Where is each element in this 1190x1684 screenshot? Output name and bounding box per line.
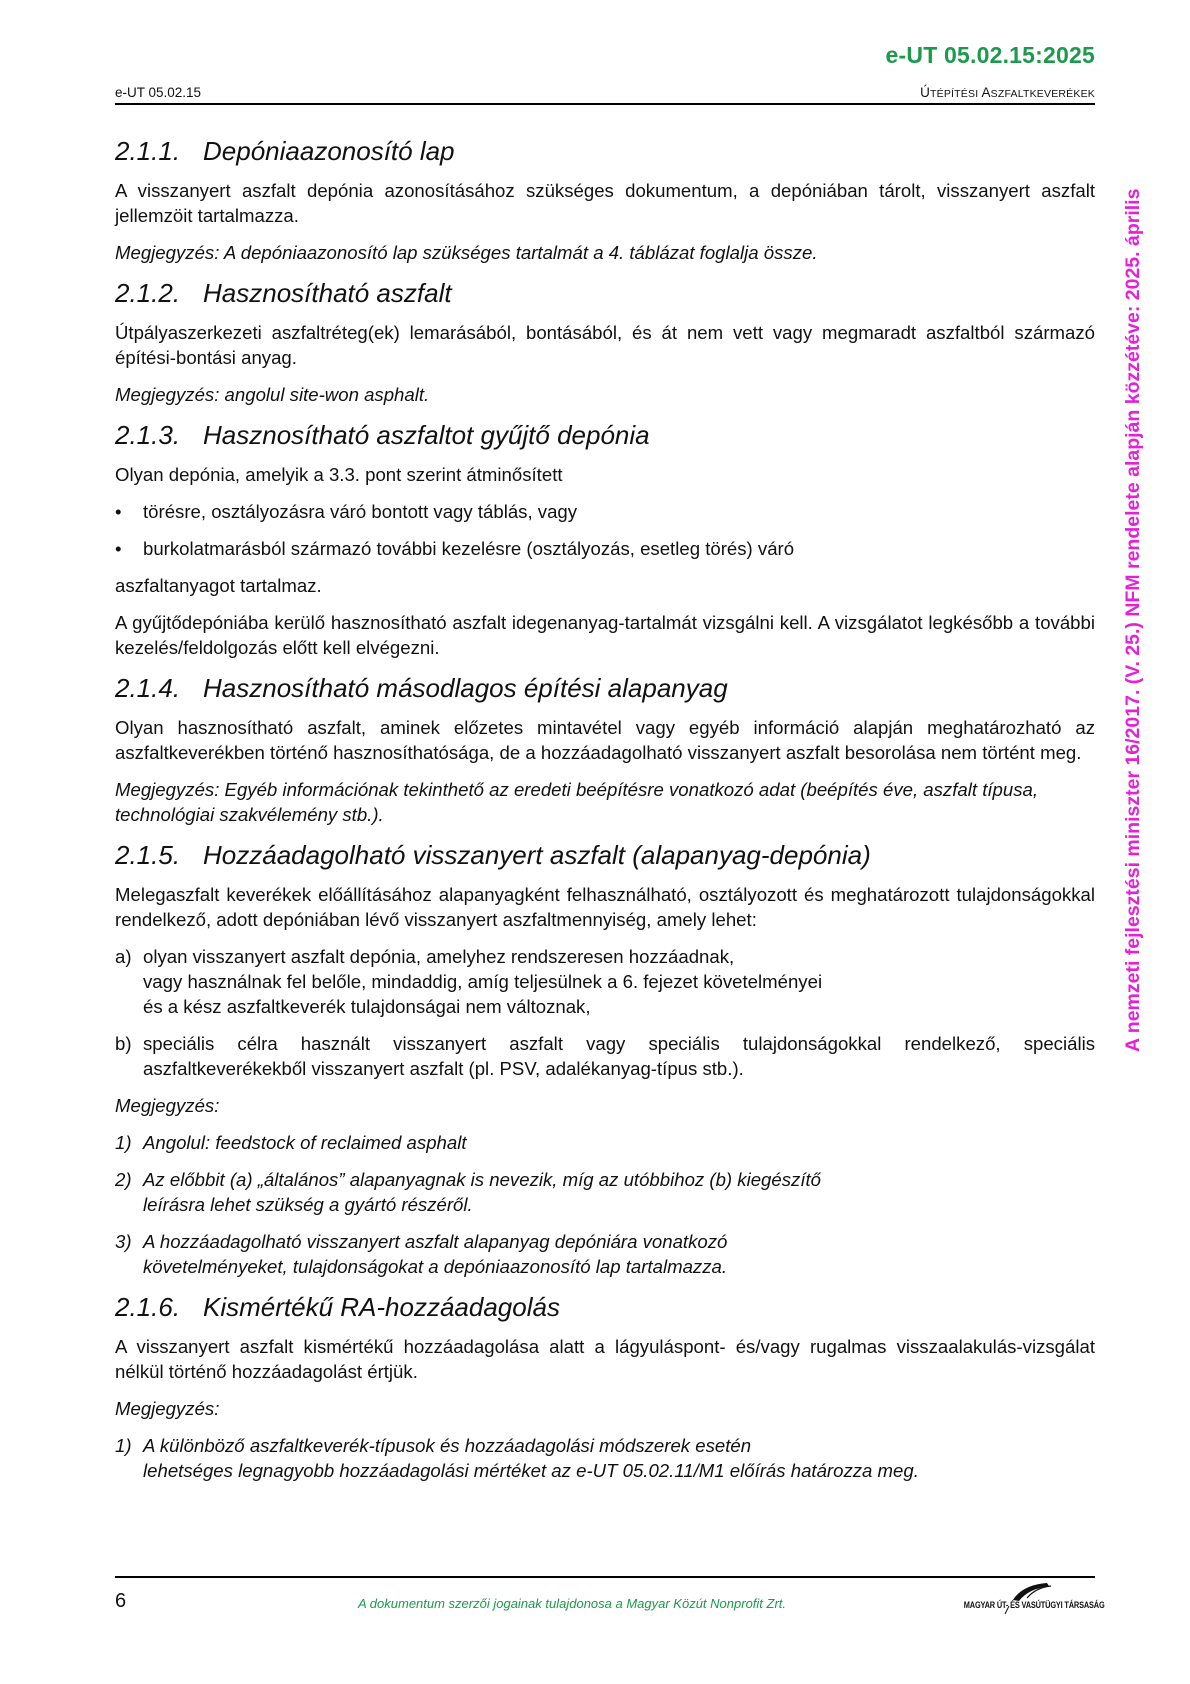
note-line: követelményeket, tulajdonságokat a depóniaazonosító lap tartalmazza. bbox=[143, 1256, 728, 1277]
list-marker: b) bbox=[115, 1033, 132, 1054]
page-number: 6 bbox=[115, 1590, 127, 1612]
section-title: Hasznosítható aszfaltot gyűjtő depónia bbox=[203, 420, 650, 450]
list-item bbox=[115, 1031, 1095, 1081]
note-item bbox=[115, 1167, 1095, 1217]
paragraph: A visszanyert aszfalt depónia azonosításához szükséges dokumentum, a depóniában tárolt, visszanyert aszfalt jellemzöit tartalmazza. bbox=[115, 180, 1095, 226]
section-number: 2.1.5. bbox=[115, 840, 181, 870]
section-number: 2.1.6. bbox=[115, 1292, 181, 1322]
note-item bbox=[115, 1433, 1095, 1483]
section-heading bbox=[115, 672, 1095, 704]
list-line: olyan visszanyert aszfalt depónia, amelyhez rendszeresen hozzáadnak, bbox=[143, 946, 735, 967]
road-swoosh-icon bbox=[935, 1580, 1105, 1616]
paragraph: A visszanyert aszfalt kismértékű hozzáadagolása alatt a lágyuláspont- és/vagy rugalmas visszaalakulás-vizsgálat nélkül történő hozzáadagolást értjük. bbox=[115, 1336, 1095, 1382]
section-heading bbox=[115, 839, 1095, 871]
note-item bbox=[115, 1229, 1095, 1279]
note-text bbox=[143, 1229, 727, 1279]
page-content bbox=[115, 135, 1095, 1495]
note: Megjegyzés: Egyéb információnak tekinthető az eredeti beépítésre vonatkozó adat (beépítés éve, aszfalt típusa, technológiai szakvélemény stb.). bbox=[115, 779, 1039, 825]
header-title-part: TÉPÍTÉSI bbox=[930, 88, 982, 100]
footer-divider bbox=[115, 1576, 1095, 1578]
note: Megjegyzés: A depóniaazonosító lap szükséges tartalmát a 4. táblázat foglalja össze. bbox=[115, 242, 818, 263]
bullet-icon: • bbox=[115, 501, 122, 522]
paragraph: Olyan depónia, amelyik a 3.3. pont szerint átminősített bbox=[115, 464, 563, 485]
note-line: leírásra lehet szükség a gyártó részéről. bbox=[143, 1194, 473, 1215]
document-code: e-UT 05.02.15:2025 bbox=[885, 42, 1095, 68]
list-line: vagy használnak fel belőle, mindaddig, amíg teljesülnek a 6. fejezet követelményei bbox=[143, 971, 823, 992]
logo-text: MAGYAR ÚT- ÉS VASÚTÜGYI TÁRSASÁG bbox=[963, 1600, 1105, 1610]
paragraph: Melegaszfalt keverékek előállításához alapanyagként felhasználható, osztályozott és meghatározott tulajdonságokkal rendelkező, adott depóniában lévő visszanyert aszfaltmennyiség, amely lehet: bbox=[115, 884, 1095, 930]
header-standard-id: e-UT 05.02.15 bbox=[115, 85, 202, 100]
header-document-title bbox=[920, 85, 1095, 100]
section-number: 2.1.3. bbox=[115, 420, 181, 450]
note-label: Megjegyzés: bbox=[115, 1095, 220, 1116]
publication-notice: A nemzeti fejlesztési miniszter 16/2017. (V. 25.) NFM rendelete alapján közzétéve: 2025. április bbox=[1122, 188, 1144, 1052]
note-line: Az előbbit (a) „általános” alapanyagnak is nevezik, míg az utóbbihoz (b) kiegészítő bbox=[143, 1169, 821, 1190]
note-marker: 2) bbox=[115, 1169, 132, 1190]
note: Megjegyzés: angolul site-won asphalt. bbox=[115, 384, 430, 405]
list-text bbox=[143, 944, 822, 1019]
header-divider bbox=[115, 103, 1095, 105]
section-number: 2.1.4. bbox=[115, 673, 181, 703]
note-line: lehetséges legnagyobb hozzáadagolási mértéket az e-UT 05.02.11/M1 előírás határozza meg. bbox=[143, 1460, 919, 1481]
header-title-part: A bbox=[981, 85, 991, 100]
note-marker: 1) bbox=[115, 1435, 132, 1456]
note-text bbox=[143, 1167, 821, 1217]
list-marker: a) bbox=[115, 946, 132, 967]
section-number: 2.1.2. bbox=[115, 278, 181, 308]
section-title: Hasznosítható aszfalt bbox=[203, 278, 452, 308]
section-heading bbox=[115, 419, 1095, 451]
paragraph: Útpályaszerkezeti aszfaltréteg(ek) lemarásából, bontásából, és át nem vett vagy megmaradt aszfaltból származó építési-bontási anyag. bbox=[115, 322, 1095, 368]
section-heading bbox=[115, 1291, 1095, 1323]
society-logo bbox=[935, 1580, 1105, 1616]
paragraph: Olyan hasznosítható aszfalt, aminek előzetes mintavétel vagy egyéb információ alapján meghatározható az aszfaltkeverékben történő hasznosíthatósága, de a hozzáadagolható visszanyert aszfalt besorolása nem történt meg. bbox=[115, 717, 1095, 763]
section-title: Hasznosítható másodlagos építési alapanyag bbox=[203, 673, 728, 703]
note-item bbox=[115, 1130, 1095, 1155]
list-text: speciális célra használt visszanyert aszfalt vagy speciális tulajdonságokkal rendelkező, speciális aszfaltkeverékekből visszanyert aszfalt (pl. PSV, adalékanyag-típus stb.). bbox=[143, 1033, 1095, 1079]
section-title: Hozzáadagolható visszanyert aszfalt (alapanyag-depónia) bbox=[203, 840, 871, 870]
header-title-part: Ú bbox=[920, 85, 931, 100]
header-title-part: SZFALTKEVERÉKEK bbox=[990, 88, 1095, 100]
note-text: Angolul: feedstock of reclaimed asphalt bbox=[143, 1132, 467, 1153]
bullet-text: törésre, osztályozásra váró bontott vagy táblás, vagy bbox=[143, 501, 578, 522]
note-line: A hozzáadagolható visszanyert aszfalt alapanyag depóniára vonatkozó bbox=[143, 1231, 728, 1252]
paragraph: aszfaltanyagot tartalmaz. bbox=[115, 575, 322, 596]
list-line: és a kész aszfaltkeverék tulajdonságai nem változnak, bbox=[143, 996, 591, 1017]
section-number: 2.1.1. bbox=[115, 136, 181, 166]
section-title: Depóniaazonosító lap bbox=[203, 136, 455, 166]
list-item bbox=[115, 944, 1095, 1019]
section-heading bbox=[115, 135, 1095, 167]
note-label: Megjegyzés: bbox=[115, 1398, 220, 1419]
bullet-icon: • bbox=[115, 538, 122, 559]
note-marker: 3) bbox=[115, 1231, 132, 1252]
bullet-text: burkolatmarásból származó további kezelésre (osztályozás, esetleg törés) váró bbox=[143, 538, 795, 559]
bullet-item bbox=[115, 536, 1095, 561]
bullet-item bbox=[115, 499, 1095, 524]
section-title: Kismértékű RA-hozzáadagolás bbox=[203, 1292, 560, 1322]
note-line: A különböző aszfaltkeverék-típusok és hozzáadagolási módszerek esetén bbox=[143, 1435, 752, 1456]
note-marker: 1) bbox=[115, 1132, 132, 1153]
paragraph: A gyűjtődepóniába kerülő hasznosítható aszfalt idegenanyag-tartalmát vizsgálni kell. A vizsgálatot legkésőbb a további kezelés/feldolgozás előtt kell elvégezni. bbox=[115, 612, 1095, 658]
copyright-notice: A dokumentum szerzői jogainak tulajdonosa a Magyar Közút Nonprofit Zrt. bbox=[358, 1596, 787, 1611]
note-text bbox=[143, 1433, 919, 1483]
section-heading bbox=[115, 277, 1095, 309]
